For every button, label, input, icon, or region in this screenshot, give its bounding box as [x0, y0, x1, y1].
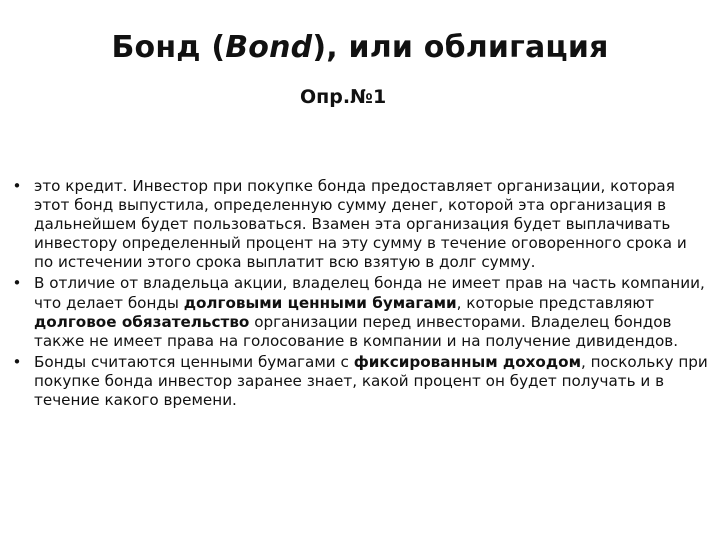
bullet-icon: •: [12, 177, 22, 195]
slide-subtitle: Опр.№1: [300, 86, 387, 108]
bullet-text-part: , поскольку при покупке бонда инвестор заранее знает, какой процент он будет получать и в течение какого времени.: [34, 352, 708, 410]
title-suffix: ), или облигация: [312, 30, 609, 65]
bullet-text-part: организации перед инвесторами. Владелец бондов также не имеет права на голосование в компании и на получение дивидендов.: [34, 312, 679, 350]
bullet-text-part: , которые представляют: [456, 293, 655, 312]
bullet-bold-term: фиксированным доходом: [353, 352, 581, 371]
bullet-item: [10, 353, 710, 410]
title-prefix: Бонд (: [111, 30, 226, 65]
slide-title: [0, 28, 720, 68]
bullet-bold-term: долговыми ценными бумагами: [183, 293, 457, 312]
bullet-item: [10, 274, 710, 350]
bullet-bold-term: долговое обязательство: [34, 312, 250, 331]
bullet-text-part: Бонды считаются ценными бумагами с: [34, 352, 354, 371]
bullet-text-part: В отличие от владельца акции, владелец бонда не имеет прав на часть компании, что делает бонды: [34, 274, 705, 312]
bullet-item: [10, 177, 710, 272]
bullet-text: это кредит. Инвестор при покупке бонда предоставляет организации, которая этот бонд выпустила, определенную сумму денег, которой эта организация в дальнейшем будет пользоваться. Взамен эта организация будет выплачивать инвестору определенный процент на эту сумму в течение оговоренного срока и по истечении этого срока выплатит всю взятую в долг сумму.: [34, 177, 687, 272]
bullet-list: [10, 177, 710, 412]
bullet-icon: •: [12, 352, 22, 371]
bullet-icon: •: [12, 274, 22, 293]
title-italic: Bond: [225, 30, 313, 65]
